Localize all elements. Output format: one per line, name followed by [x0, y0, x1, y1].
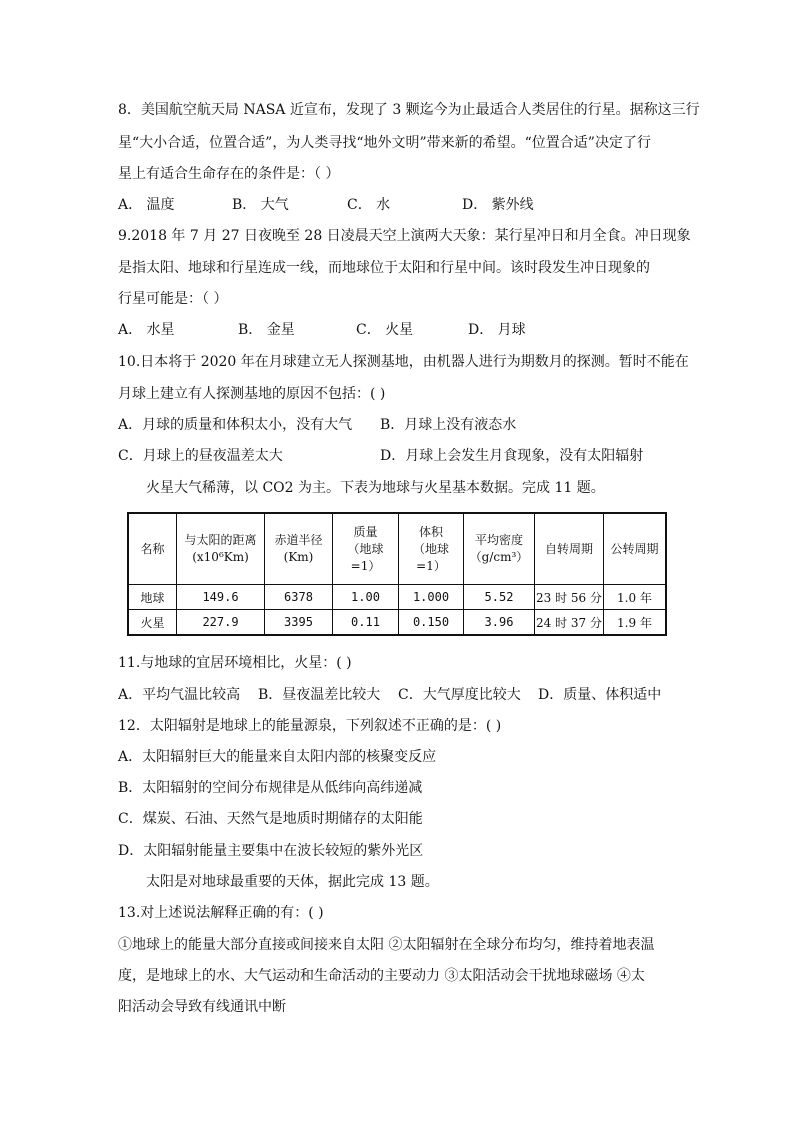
header-volume: 体积 （地球 =1） [399, 513, 464, 585]
q8-options [118, 195, 534, 215]
q13-line-2: 度，是地球上的水、大气运动和生命活动的主要动力 ③太阳活动会干扰地球磁场 ④太 [118, 968, 645, 984]
q8-option-a: A． 温度 [118, 197, 175, 213]
planet-data-table [127, 512, 667, 636]
q11-option-a: A．平均气温比较高 [118, 687, 241, 703]
q13-line-3: 阳活动会导致有线通讯中断 [118, 999, 286, 1015]
q8-line-3: 星上有适合生命存在的条件是：（ ） [118, 166, 340, 182]
q11-intro: 火星大气稀薄，以 CO2 为主。下表为地球与火星基本数据。完成 11 题。 [146, 480, 605, 496]
header-radius: 赤道半径 (Km) [265, 513, 333, 585]
table-header-row [128, 513, 666, 585]
q10-option-d: D．月球上会发生月食现象，没有太阳辐射 [380, 448, 644, 464]
q11-stem: 11.与地球的宜居环境相比，火星：( ) [118, 655, 352, 671]
q10-options-ab [118, 415, 516, 435]
q10-options-cd [118, 446, 643, 466]
header-density: 平均密度 （g/cm³） [464, 513, 535, 585]
q12-option-c: C．煤炭、石油、天然气是地质时期储存的太阳能 [118, 811, 423, 827]
q9-option-d: D． 月球 [468, 322, 526, 338]
cell-rotation: 24 时 37 分 [535, 610, 604, 636]
q9-line-2: 是指太阳、地球和行星连成一线，而地球位于太阳和行星中间。该时段发生冲日现象的 [118, 260, 650, 276]
q10-option-b: B．月球上没有液态水 [380, 417, 517, 433]
cell-revolution: 1.0 年 [604, 585, 667, 610]
q10-option-c: C．月球上的昼夜温差太大 [118, 448, 283, 464]
cell-name: 火星 [128, 610, 177, 636]
header-name: 名称 [128, 513, 177, 585]
table-row [128, 610, 666, 636]
cell-distance: 149.6 [177, 585, 265, 610]
q13-line-1: ①地球上的能量大部分直接或间接来自太阳 ②太阳辐射在全球分布均匀，维持着地表温 [118, 937, 655, 953]
cell-distance: 227.9 [177, 610, 265, 636]
cell-mass: 1.00 [333, 585, 399, 610]
header-mass: 质量 （地球 =1） [333, 513, 399, 585]
q11-option-b: B．昼夜温差比较大 [258, 687, 381, 703]
q8-option-d: D． 紫外线 [462, 197, 534, 213]
cell-mass: 0.11 [333, 610, 399, 636]
q11-option-c: C．大气厚度比较大 [398, 687, 521, 703]
cell-radius: 6378 [265, 585, 333, 610]
q8-line-1: 8．美国航空航天局 NASA 近宣布，发现了 3 颗迄今为止最适合人类居住的行星。据称这三行 [118, 102, 700, 118]
q12-option-b: B．太阳辐射的空间分布规律是从低纬向高纬递减 [118, 780, 423, 796]
table-row [128, 585, 666, 610]
cell-volume: 0.150 [399, 610, 464, 636]
q13-stem: 13.对上述说法解释正确的有：( ) [118, 905, 324, 921]
cell-density: 5.52 [464, 585, 535, 610]
q8-line-2: 星“大小合适，位置合适”，为人类寻找“地外文明”带来新的希望。“位置合适”决定了行 [118, 135, 651, 151]
q9-options [118, 320, 526, 340]
q9-option-a: A． 水星 [118, 322, 175, 338]
q9-line-1: 9.2018 年 7 月 27 日夜晚至 28 日凌晨天空上演两大天象：某行星冲日和月全食。冲日现象 [118, 228, 691, 244]
q9-line-3: 行星可能是：（ ） [118, 291, 228, 307]
header-rotation: 自转周期 [535, 513, 604, 585]
q11-options [118, 685, 661, 705]
q12-option-a: A．太阳辐射巨大的能量来自太阳内部的核聚变反应 [118, 749, 437, 765]
header-distance: 与太阳的距离 (x10⁶Km) [177, 513, 265, 585]
q12-stem: 12．太阳辐射是地球上的能量源泉，下列叙述不正确的是：( ) [118, 718, 502, 734]
q9-option-c: C． 火星 [356, 322, 414, 338]
q10-line-2: 月球上建立有人探测基地的原因不包括：( ) [118, 386, 386, 402]
q8-option-c: C． 水 [347, 197, 391, 213]
cell-name: 地球 [128, 585, 177, 610]
cell-density: 3.96 [464, 610, 535, 636]
q10-option-a: A．月球的质量和体积太小，没有大气 [118, 417, 353, 433]
q8-option-b: B． 大气 [232, 197, 289, 213]
header-revolution: 公转周期 [604, 513, 667, 585]
q9-option-b: B． 金星 [238, 322, 295, 338]
cell-rotation: 23 时 56 分 [535, 585, 604, 610]
q11-option-d: D．质量、体积适中 [538, 687, 662, 703]
cell-revolution: 1.9 年 [604, 610, 667, 636]
q13-intro: 太阳是对地球最重要的天体，据此完成 13 题。 [146, 874, 439, 890]
cell-radius: 3395 [265, 610, 333, 636]
cell-volume: 1.000 [399, 585, 464, 610]
q12-option-d: D．太阳辐射能量主要集中在波长较短的紫外光区 [118, 843, 424, 859]
q10-line-1: 10.日本将于 2020 年在月球建立无人探测基地，由机器人进行为期数月的探测。暂时不能在 [118, 354, 689, 370]
